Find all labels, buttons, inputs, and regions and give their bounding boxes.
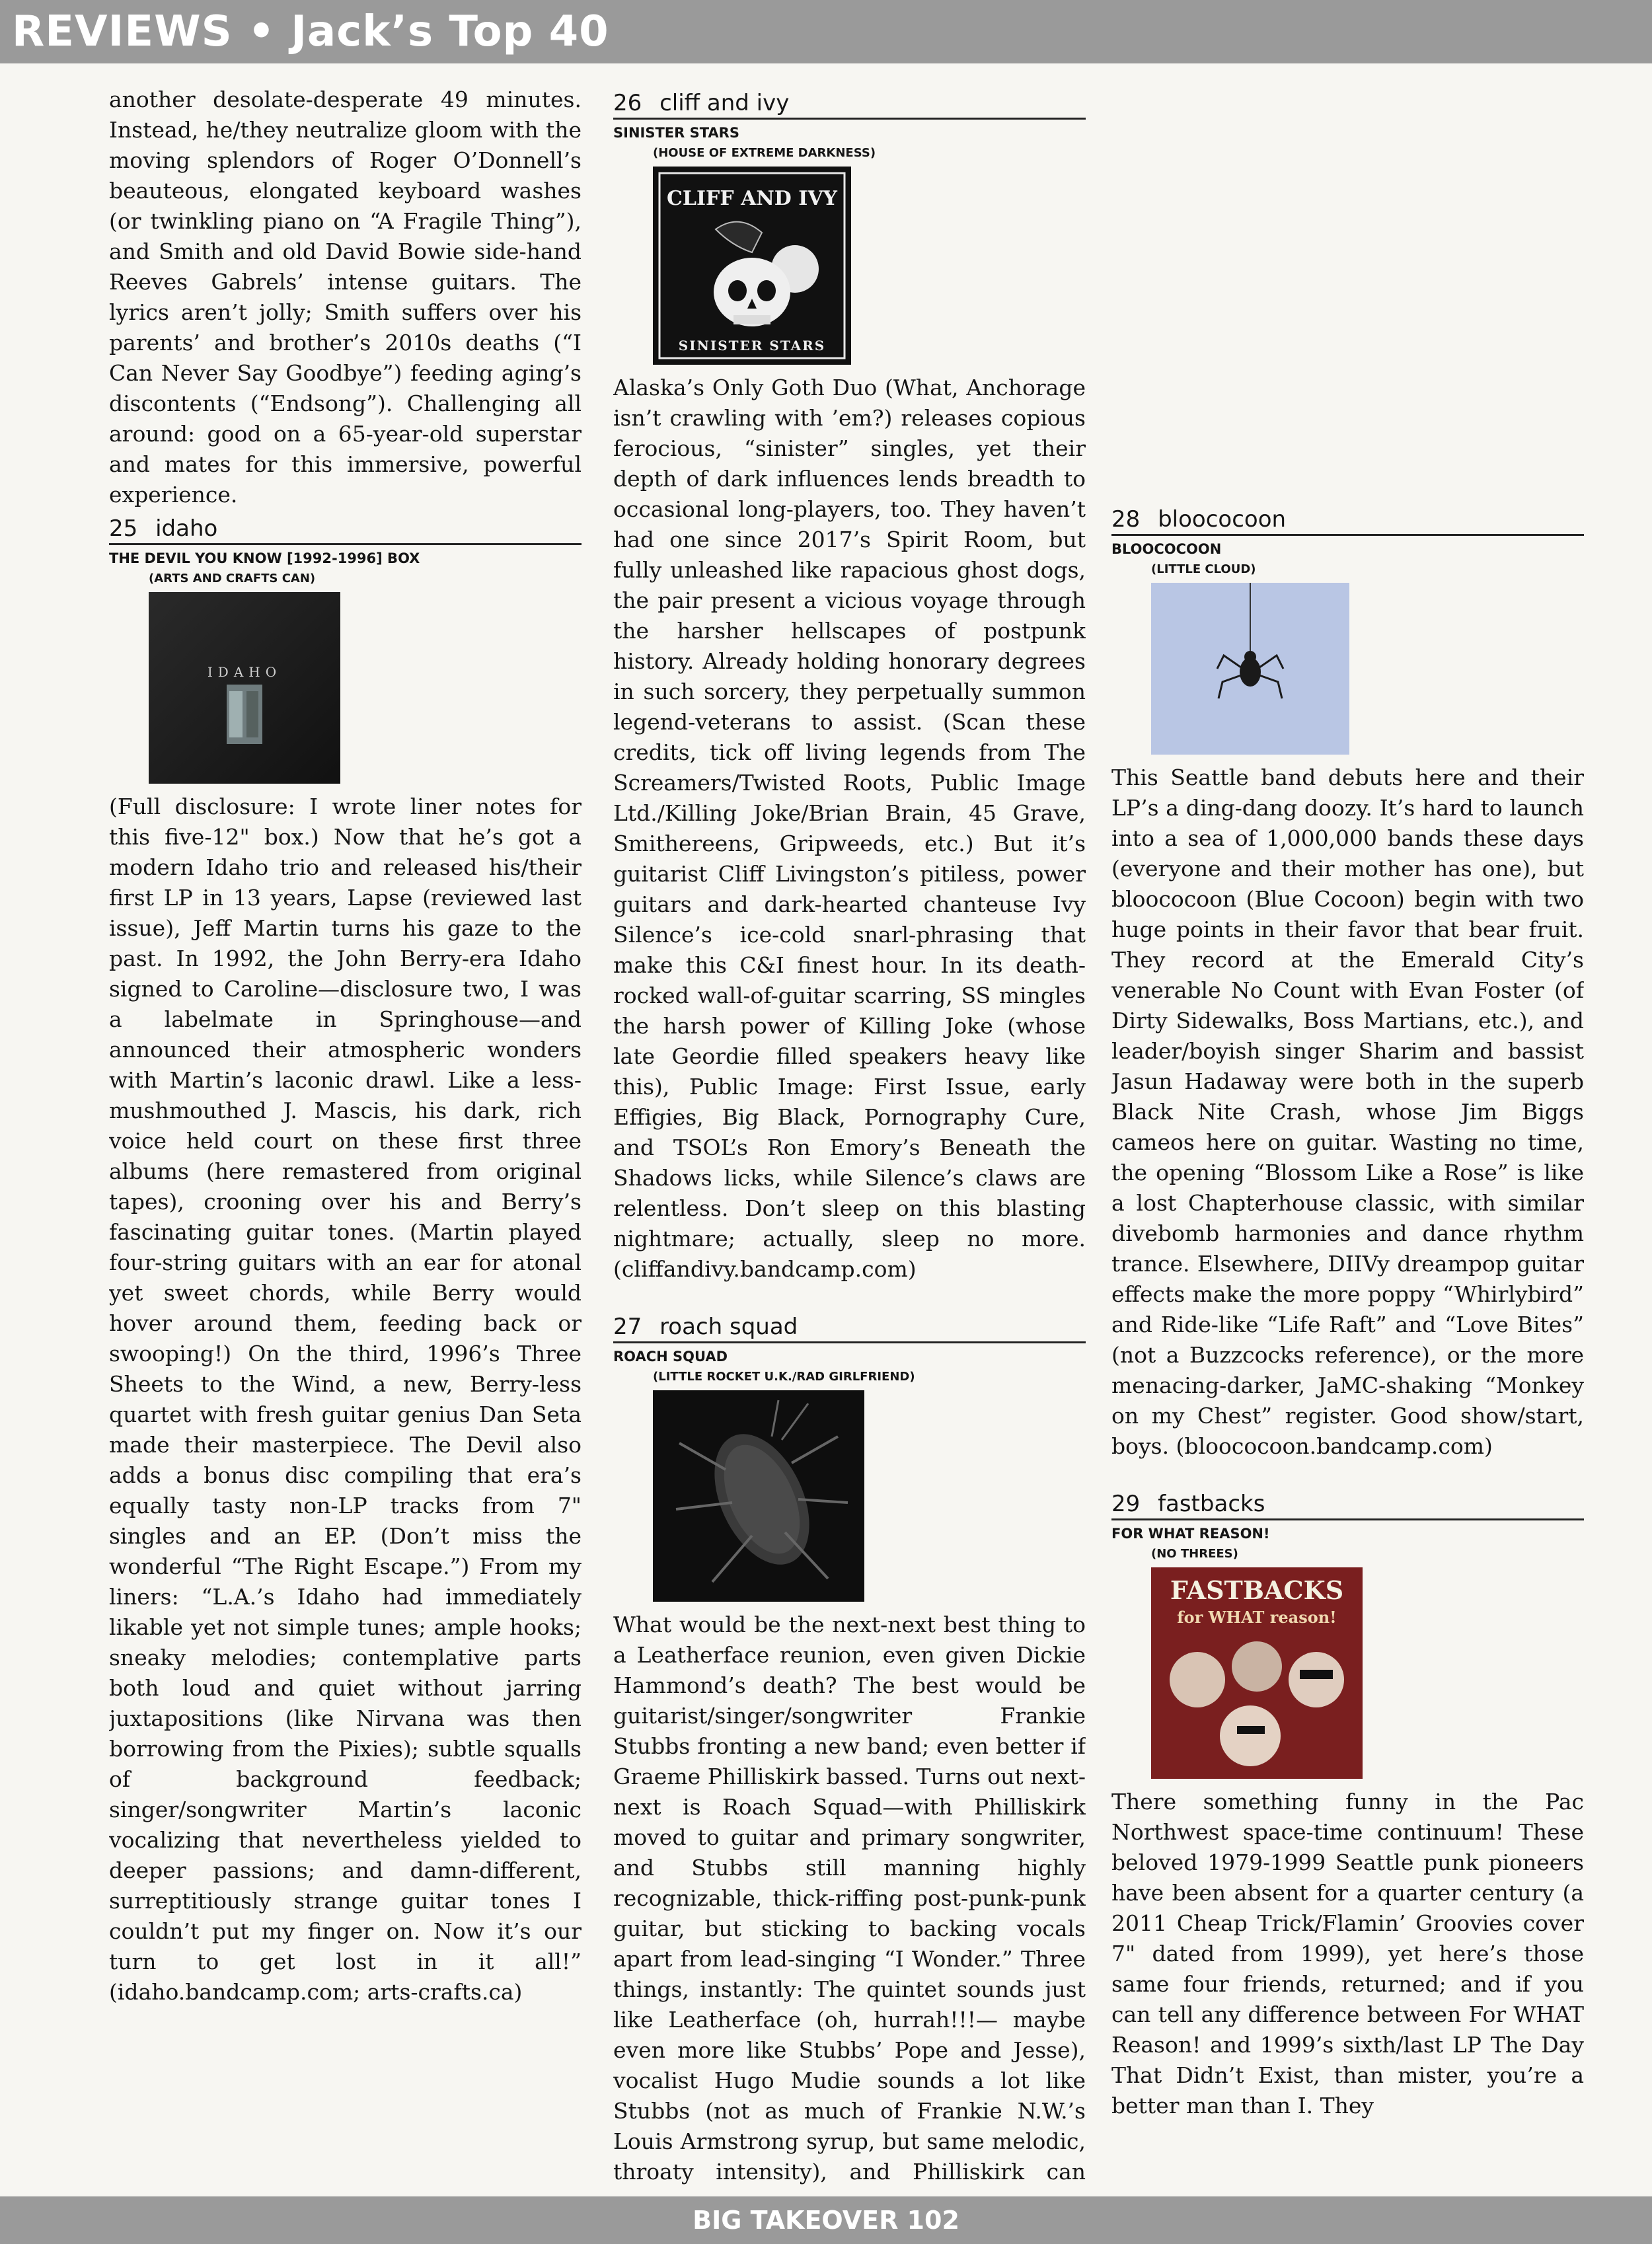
review-artist: idaho — [155, 515, 218, 542]
review-27-label: (LITTLE ROCKET U.K./RAD GIRLFRIEND) — [653, 1370, 915, 1384]
review-28-label: (LITTLE CLOUD) — [1151, 562, 1256, 576]
review-27-continued — [1111, 85, 1584, 501]
review-26-text: Alaska’s Only Goth Duo (What, Anchorage isn’t crawling with ’em?) releases copious ferocious, “sinister” singles, yet their depth of dark influences lends breadth to occasional long-players, too. They haven’t had one since 2017’s Spirit Room, but fully unleashed like rapacious ghost dogs, the pair present a vicious voyage through the harsher hellscapes of postpunk history. Already holding honorary degrees in such sorcery, they perpetually summon legend-veterans to assist. (Scan these credits, tick off living legends from The Screamers/Twisted Roots, Public Image Ltd./Killing Joke/Brian Brain, 45 Grave, Smithereens, Gripweeds, etc.) But it’s guitarist Cliff Livingston’s pitiless, power guitars and dark-hearted chanteuse Ivy Silence’s ice-cold snarl-phrasing that make this C&I finest hour. In its death-rocked wall-of-guitar scarring, SS mingles the harsh power of Killing Joke (whose late Geordie filled speakers heavy like this), Public Image: First Issue, early Effigies, Big Black, Pornography Cure, and TSOL’s Ron Emory’s Beneath the Shadows licks, while Silence’s claws are relentless. Don’t sleep on this blasting nightmare; actually, sleep no more. (cliffandivy.bandcamp.com) — [613, 375, 1086, 1282]
cliff-and-ivy-album-cover — [653, 167, 851, 365]
review-29-title: FOR WHAT REASON! — [1111, 1526, 1270, 1542]
review-26-title: SINISTER STARS — [613, 125, 739, 141]
review-25-header — [109, 515, 582, 545]
review-artist: roach squad — [659, 1314, 798, 1340]
review-artist: cliff and ivy — [659, 90, 790, 116]
review-26-label: (HOUSE OF EXTREME DARKNESS) — [653, 146, 876, 160]
review-artist: fastbacks — [1158, 1491, 1265, 1517]
review-26-header — [613, 90, 1086, 120]
review-29-label: (NO THREES) — [1151, 1547, 1238, 1561]
fastbacks-album-cover — [1151, 1567, 1363, 1779]
review-25-title: THE DEVIL YOU KNOW [1992-1996] BOX — [109, 550, 420, 566]
review-number: 25 — [109, 515, 138, 542]
review-number: 29 — [1111, 1491, 1141, 1517]
column-3 — [1111, 85, 1584, 2186]
review-29-text: There something funny in the Pac Northwest space-time continuum! These beloved 1979-1999 Seattle punk pioneers have been absent for a quarter century (a 2011 Cheap Trick/Flamin’ Groovies cover 7" dated from 1999), yet here’s those same four friends, returned; and if you can tell any difference between For WHAT Reason! and 1999’s sixth/last LP The Day That Didn’t Exist, than mister, you’re a better man than I. They — [1111, 1789, 1584, 2118]
roach-squad-album-cover — [653, 1390, 864, 1602]
review-28-title: BLOOCOCOON — [1111, 541, 1222, 557]
idaho-cover-text: IDAHO — [207, 664, 282, 680]
cover-band-name: CLIFF AND IVY — [667, 187, 837, 210]
bloococoon-album-cover — [1151, 583, 1349, 755]
footer-label: BIG TAKEOVER 102 — [693, 2206, 959, 2235]
review-27-header — [613, 1314, 1086, 1343]
review-27-title: ROACH SQUAD — [613, 1349, 728, 1365]
review-number: 28 — [1111, 506, 1141, 533]
idaho-album-cover — [149, 592, 340, 784]
column-2 — [613, 85, 1086, 2186]
review-25-text: (Full disclosure: I wrote liner notes for this five-12" box.) Now that he’s got a modern Idaho trio and released his/their first LP in 13 years, Lapse (reviewed last issue), Jeff Martin turns his gaze to the past. In 1992, the John Berry-era Idaho signed to Caroline—disclosure two, I was a labelmate in Springhouse—and announced their atmospheric wonders with Martin’s laconic drawl. Like a less-mushmouthed J. Mascis, his dark, rich voice held court on these first three albums (here remastered from original tapes), crooning over his and Berry’s fascinating guitar tones. (Martin played four-string guitars with an ear for atonal yet sweet chords, while Berry would hover around them, feeding back or swooping!) On the third, 1996’s Three Sheets to the Wind, a new, Berry-less quartet with fresh guitar genius Dan Seta made their masterpiece. The Devil also adds a bonus disc compiling that era’s equally tasty non-LP tracks from 7" singles and an EP. (Don’t miss the wonderful “The Right Escape.”) From my liners: “L.A.’s Idaho had immediately likable yet not simple tunes; ample hooks; sneaky melodies; contemplative parts both loud and quiet without jarring juxtapositions (like Nirvana was then borrowing from the Pixies); subtle squalls of background feedback; singer/songwriter Martin’s laconic vocalizing that nevertheless yielded to deeper passions; and damn-different, surreptitiously strange guitar tones I couldn’t put my finger on. Now it’s our turn to get lost in it all!” (idaho.bandcamp.com; arts-crafts.ca) — [109, 794, 582, 2005]
section-title: REVIEWS • Jack’s Top 40 — [12, 7, 609, 56]
continued-review-text: another desolate-desperate 49 minutes. Instead, he/they neutralize gloom with the moving splendors of Roger O’Donnell’s beauteous, elongated keyboard washes (or twinkling piano on “A Fragile Thing”), and Smith and old David Bowie side-hand Reeves Gabrels’ intense guitars. The lyrics aren’t jolly; Smith suffers over his parents’ and brother’s 2010s deaths (“I Can Never Say Goodbye”) feeding aging’s discontents (“Endsong”). Challenging all around: good on a 65-year-old superstar and mates for this immersive, powerful experience. — [109, 87, 582, 507]
review-number: 26 — [613, 90, 642, 116]
page-footer — [0, 2196, 1652, 2244]
cover-album-title: for WHAT reason! — [1177, 1608, 1337, 1627]
column-1 — [109, 85, 582, 2186]
review-28-text: This Seattle band debuts here and their LP’s a ding-dang doozy. It’s hard to launch into a sea of 1,000,000 bands these days (everyone and their mother has one), but bloococoon (Blue Cocoon) begin with two huge points in their favor that bear fruit. They record at the Emerald City’s venerable No Count with Evan Foster (of Dirty Sidewalks, Boss Martians, etc.), and leader/boyish singer Sharim and bassist Jasun Hadaway were both in the superb Black Nite Crash, whose Jim Biggs cameos here on guitar. Wasting no time, the opening “Blossom Like a Rose” is like a lost Chapterhouse classic, with similar divebomb harmonies and dance rhythm trance. Elsewhere, DIIVy dreampop guitar effects make the more poppy “Whirlybird” and Ride-like “Life Raft” and “Love Bites” (not a Buzzcocks reference), or the more menacing-darker, JaMC-shaking “Monkey on my Chest” register. Good show/start, boys. (bloococoon.bandcamp.com) — [1111, 765, 1584, 1459]
review-29-header — [1111, 1491, 1584, 1520]
review-number: 27 — [613, 1314, 642, 1340]
review-artist: bloococoon — [1158, 506, 1287, 533]
section-header — [0, 0, 1652, 63]
review-25-label: (ARTS AND CRAFTS CAN) — [149, 572, 316, 585]
review-28-header — [1111, 506, 1584, 536]
cover-band-name: FASTBACKS — [1170, 1575, 1344, 1605]
review-27-text: What would be the next-next best thing to a Leatherface reunion, even given Dickie Hammond’s death? The best would be guitarist/singer/songwriter Frankie Stubbs fronting a new band; even better if Graeme Philliskirk bassed. Turns out next-next is Roach Squad—with Philliskirk moved to guitar and primary songwriter, and Stubbs still manning highly recognizable, thick-riffing post-punk-punk guitar, but sticking to backing vocals apart from lead-singing “I Wonder.” Three things, instantly: The quintet sounds just like Leatherface (oh, hurrah!!!— maybe even more like Stubbs’ Pope and Jesse), vocalist Hugo Mudie sounds a lot like Stubbs (not as much of Frankie N.W.’s Louis Armstrong syrup, but same melodic, throaty intensity), and Philliskirk can — [613, 1612, 1086, 2185]
cover-album-title: SINISTER STARS — [678, 338, 826, 354]
